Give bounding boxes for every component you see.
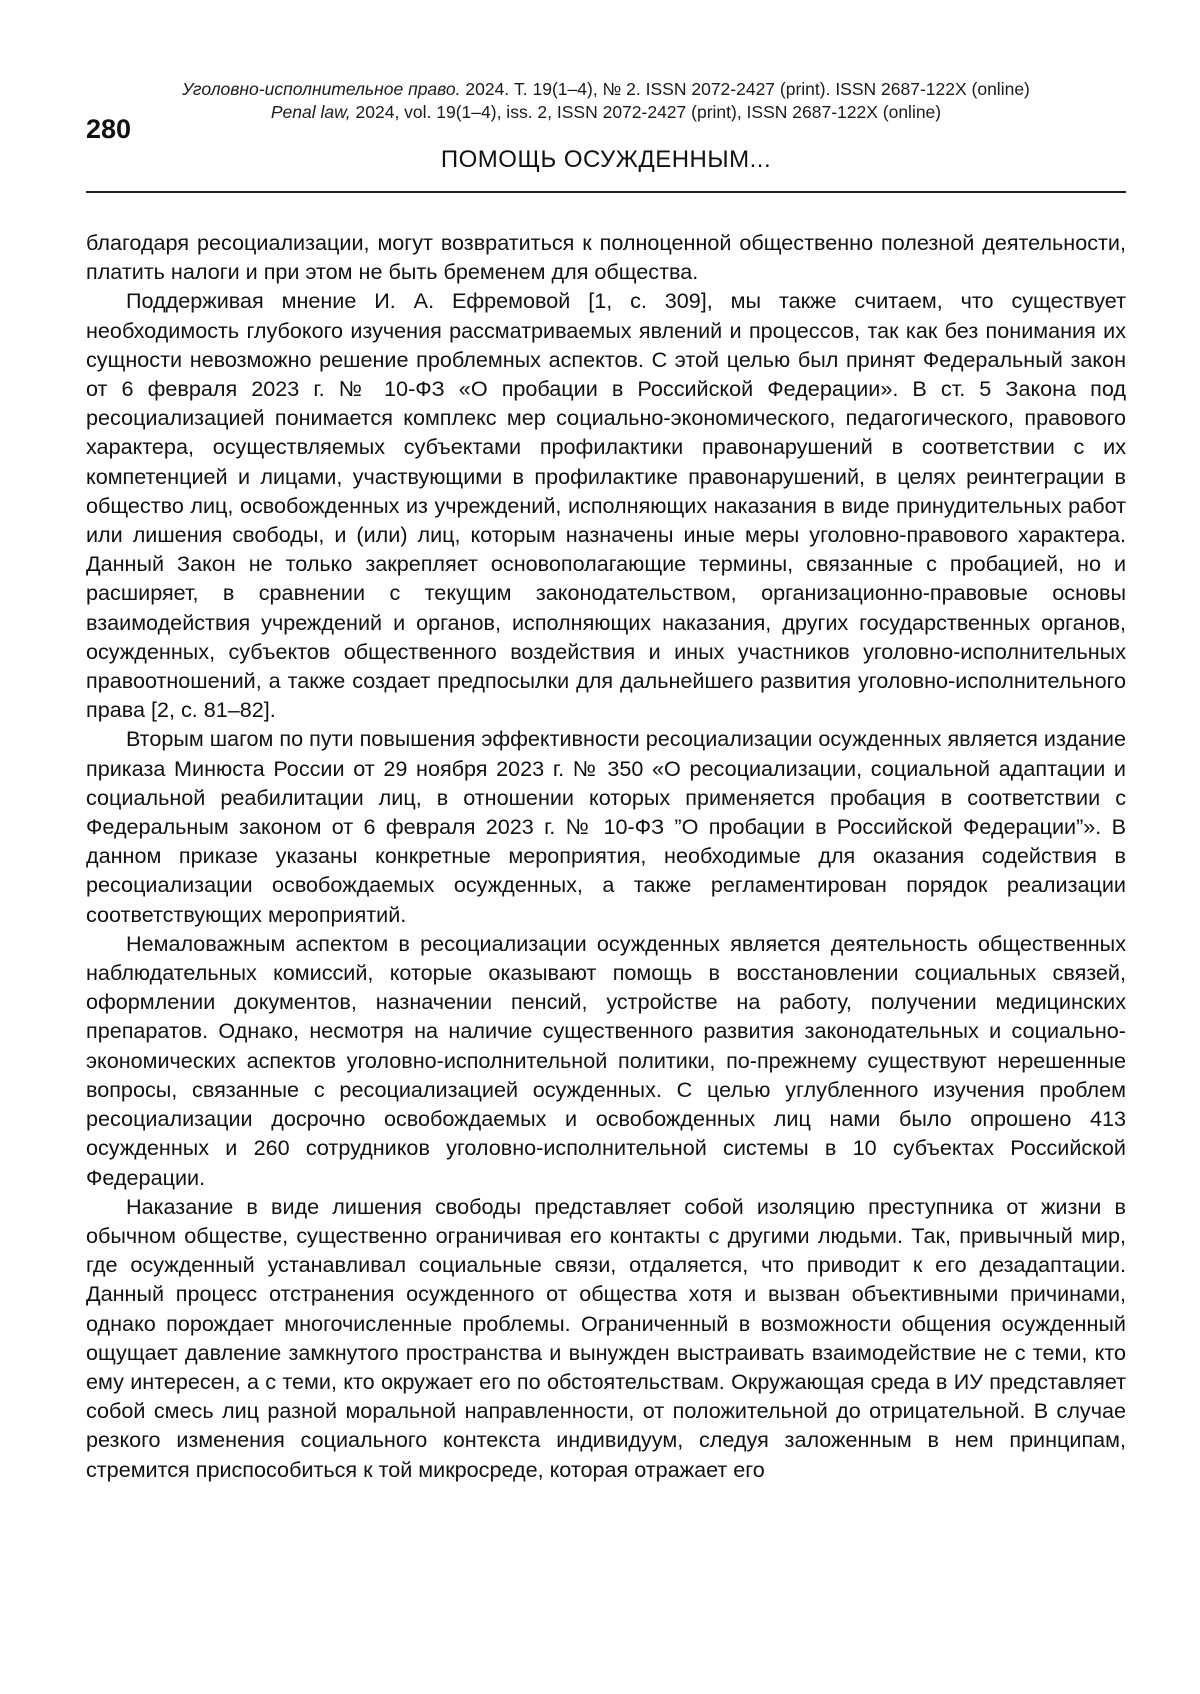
journal-title-en: Penal law, <box>270 102 351 122</box>
paragraph-3: Вторым шагом по пути повышения эффективности ресоциализации осужденных является издание приказа Минюста России от 29 ноября 2023 г. № 350 «О ресоциализации, социальной адаптации и социальной реабилитации лиц, в отношении которых применяется пробация в соответствии с Федеральным законом от 6 февраля 2023 г. № 10-ФЗ ”О пробации в Российской Федерации”». В данном приказе указаны конкретные мероприятия, необходимые для оказания содействия в ресоциализации освобождаемых осужденных, а также регламентирован порядок реализации соответствующих мероприятий. <box>86 726 1126 927</box>
running-header <box>86 78 1126 173</box>
journal-issue-en: 2024, vol. 19(1–4), iss. 2, ISSN 2072-2427 (print), ISSN 2687-122X (online) <box>350 102 942 122</box>
paragraph-2: Поддерживая мнение И. А. Ефремовой [1, с. 309], мы также считаем, что существует необходимость глубокого изучения рассматриваемых явлений и процессов, так как без понимания их сущности невозможно решение проблемных аспектов. С этой целью был принят Федеральный закон от 6 февраля 2023 г. № 10-ФЗ «О пробации в Российской Федерации». В ст. 5 Закона под ресоциализацией понимается комплекс мер социально-экономического, педагогического, правового характера, осуществляемых субъектами профилактики правонарушений в соответствии с их компетенцией и лицами, участвующими в профилактике правонарушений, в целях реинтеграции в общество лиц, освобожденных из учреждений, исполняющих наказания в виде принудительных работ или лишения свободы, и (или) лиц, которым назначены иные меры уголовно-правового характера. Данный Закон не только закрепляет основополагающие термины, связанные с пробацией, но и расширяет, в сравнении с текущим законодательством, организационно-правовые основы взаимодействия учреждений и органов, исполняющих наказания, других государственных органов, осужденных, субъектов общественного воздействия и иных участников уголовно-исполнительных правоотношений, а также создает предпосылки для дальнейшего развития уголовно-исполнительного права [2, с. 81–82]. <box>86 288 1126 723</box>
journal-issue-ru: 2024. Т. 19(1–4), № 2. ISSN 2072-2427 (print). ISSN 2687-122X (online) <box>460 79 1030 99</box>
journal-title-ru: Уголовно-исполнительное право. <box>182 79 461 99</box>
header-divider <box>86 191 1126 193</box>
page-number: 280 <box>86 114 132 144</box>
section-title: ПОМОЩЬ ОСУЖДЕННЫМ... <box>440 146 772 173</box>
article-body <box>86 228 1126 1484</box>
paragraph-1: благодаря ресоциализации, могут возвратиться к полноценной общественно полезной деятельности, платить налоги и при этом не быть бременем для общества. <box>86 230 1126 285</box>
journal-citation-ru <box>86 78 1126 101</box>
journal-citation-en <box>86 101 1126 124</box>
paragraph-5: Наказание в виде лишения свободы представляет собой изоляцию преступника от жизни в обычном обществе, существенно ограничивая его контакты с другими людьми. Так, привычный мир, где осужденный устанавливал социальные связи, отдаляется, что приводит к его дезадаптации. Данный процесс отстранения осужденного от общества хотя и вызван объективными причинами, однако порождает многочисленные проблемы. Ограниченный в возможности общения осужденный ощущает давление замкнутого пространства и вынужден выстраивать взаимодействие не с теми, кто ему интересен, а с теми, кто окружает его по обстоятельствам. Окружающая среда в ИУ представляет собой смесь лиц разной моральной направленности, от положительной до отрицательной. В случае резкого изменения социального контекста индивидуум, следуя заложенным в нем принципам, стремится приспособиться к той микросреде, которая отражает его <box>86 1193 1126 1482</box>
paragraph-4: Немаловажным аспектом в ресоциализации осужденных является деятельность общественных наблюдательных комиссий, которые оказывают помощь в восстановлении социальных связей, оформлении документов, назначении пенсий, устройстве на работу, получении медицинских препаратов. Однако, несмотря на наличие существенного развития законодательных и социально-экономических аспектов уголовно-исполнительной политики, по-прежнему существуют нерешенные вопросы, связанные с ресоциализацией осужденных. С целью углубленного изучения проблем ресоциализации досрочно освобождаемых и освобожденных лиц нами было опрошено 413 осужденных и 260 сотрудников уголовно-исполнительной системы в 10 субъектах Российской Федерации. <box>86 930 1126 1190</box>
